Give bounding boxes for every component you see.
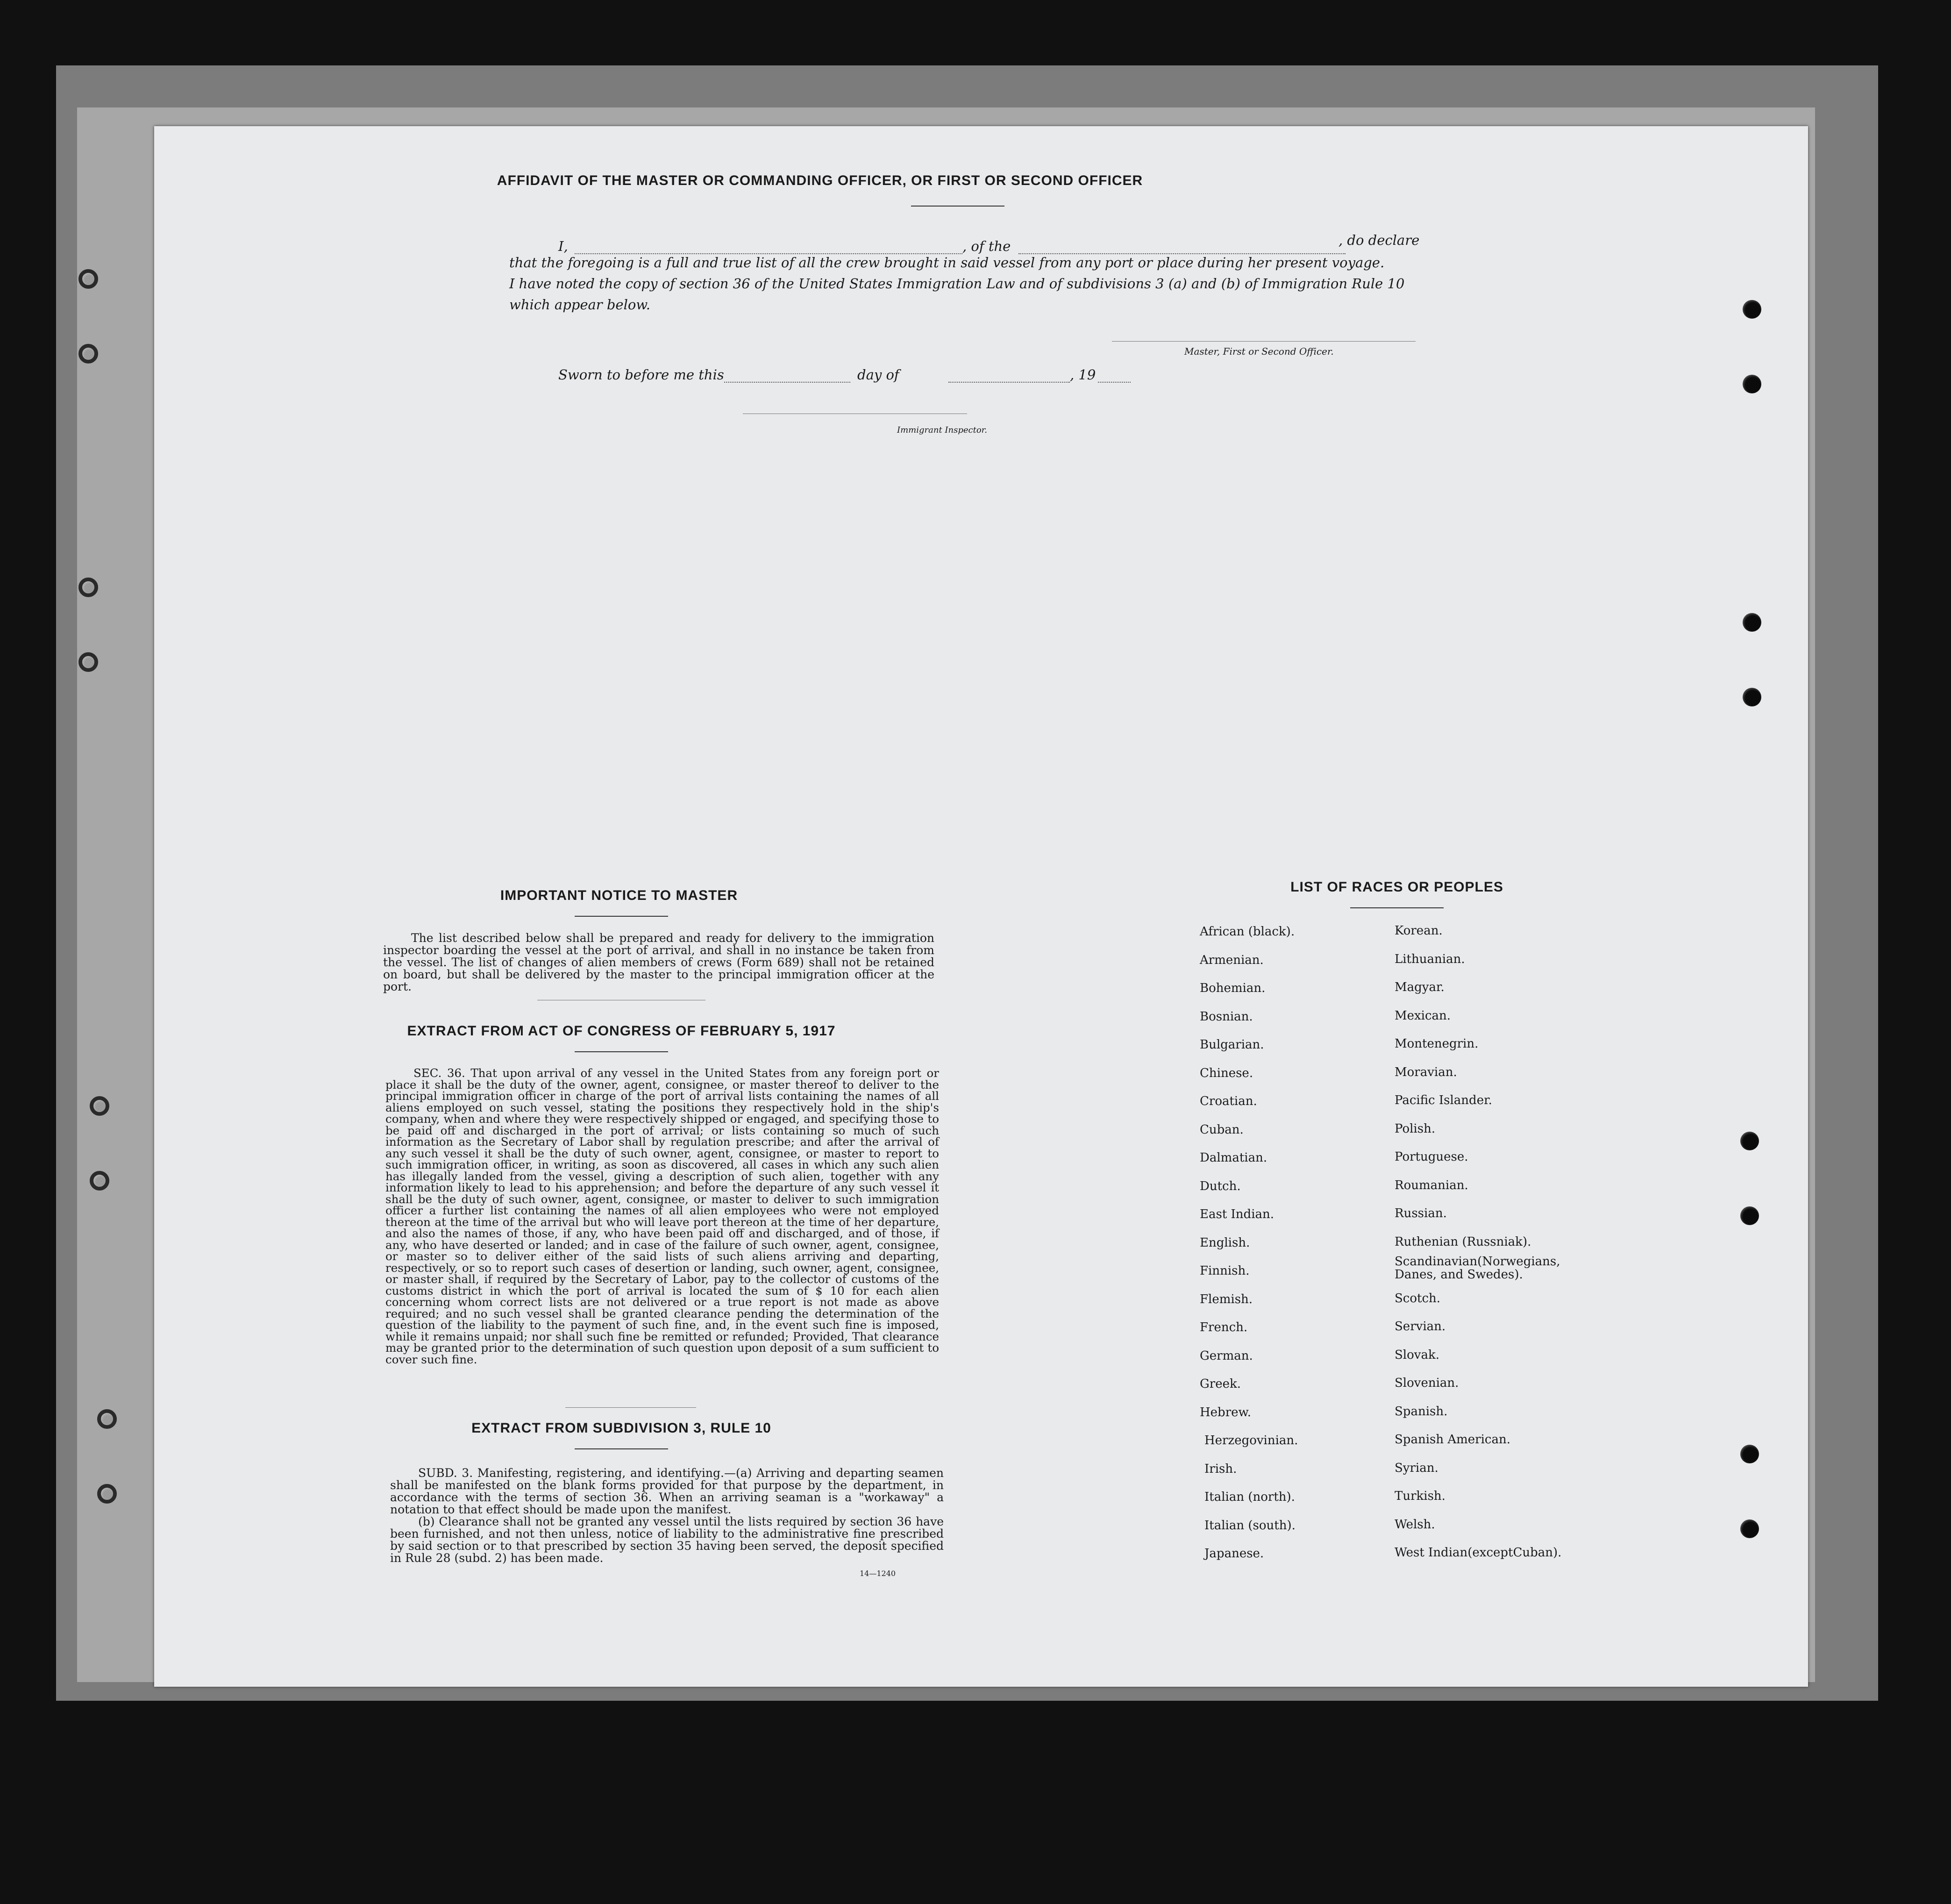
race-item: Dalmatian. [1200,1151,1267,1165]
day-field[interactable] [724,381,850,383]
race-item: Servian. [1395,1319,1446,1334]
race-item: Bohemian. [1200,981,1266,995]
act-rule [575,1051,668,1052]
race-item: Moravian. [1395,1065,1457,1079]
punch-hole-icon [1740,1519,1759,1538]
race-item: Korean. [1395,924,1443,938]
race-item: Pacific Islander. [1395,1093,1492,1107]
race-item: German. [1200,1348,1253,1363]
rule-extract-title: EXTRACT FROM SUBDIVISION 3, RULE 10 [471,1420,771,1436]
race-item: Irish. [1204,1462,1237,1476]
act-extract-title: EXTRACT FROM ACT OF CONGRESS OF FEBRUARY 5, 1917 [407,1023,836,1039]
race-item: Greek. [1200,1377,1241,1391]
race-item: Mexican. [1395,1008,1451,1023]
rule-paragraph-a: SUBD. 3. Manifesting, registering, and identifying.—(a) Arriving and departing seamen shall be manifested on the blank forms provided for that purpose by the department, in accordance with the terms of section 36. When an arriving seaman is a "workaway" a notation to that effect should be made upon the manifest. [390,1466,944,1516]
notice-title: IMPORTANT NOTICE TO MASTER [500,888,738,903]
race-item: Syrian. [1395,1461,1438,1475]
section-divider-2 [565,1407,696,1408]
rule-extract-text [390,1467,944,1564]
notice-text [383,932,934,993]
race-item: Spanish American. [1395,1433,1511,1447]
punch-hole-icon [1740,1445,1759,1463]
punch-hole-icon [1743,688,1761,706]
race-item: Cuban. [1200,1122,1244,1137]
race-item: Dutch. [1200,1179,1241,1193]
master-caption: Master, First or Second Officer. [1184,346,1334,357]
race-item: Slovenian. [1395,1376,1459,1390]
binder-hole-icon [90,1096,109,1116]
form-number: 14—1240 [860,1569,896,1578]
race-item: Bulgarian. [1200,1038,1264,1052]
races-rule [1350,907,1444,908]
year-label: , 19 [1070,367,1096,383]
race-item: Russian. [1395,1206,1447,1220]
punch-hole-icon [1743,613,1761,632]
rule-paragraph-b: (b) Clearance shall not be granted any vessel until the lists required by section 36 have been furnished, and not then unless, notice of liability to the administrative fine prescribed by said section or to that prescribed by section 35 having been served, the deposit specified in Rule 28 (subd. 2) has been made. [390,1515,944,1565]
race-item: Italian (south). [1204,1518,1296,1533]
binder-hole-icon [78,344,98,364]
race-item: French. [1200,1320,1248,1334]
month-field[interactable] [948,381,1070,383]
race-item: Magyar. [1395,980,1445,994]
binder-hole-icon [97,1409,117,1429]
race-item: Hebrew. [1200,1405,1251,1419]
race-item: Herzegovinian. [1204,1433,1298,1448]
inspector-caption: Immigrant Inspector. [897,425,988,435]
punch-hole-icon [1743,300,1761,319]
race-item: Japanese. [1204,1547,1264,1561]
binder-hole-icon [78,269,98,289]
binder-hole-icon [90,1171,109,1191]
race-item: East Indian. [1200,1207,1275,1221]
race-item: Spanish. [1395,1404,1448,1419]
title-rule [911,206,1004,207]
race-item: Bosnian. [1200,1009,1253,1024]
race-item: Turkish. [1395,1489,1445,1503]
punch-hole-icon [1740,1206,1759,1225]
year-field[interactable] [1098,381,1131,383]
do-declare-label: , do declare [1339,232,1420,248]
race-item: Portuguese. [1395,1150,1468,1164]
race-item: Ruthenian (Russniak). [1395,1234,1531,1249]
day-of-label: day of [857,367,899,383]
race-item: Flemish. [1200,1292,1253,1306]
binder-hole-icon [78,652,98,672]
binder-hole-icon [78,578,98,597]
race-item: Lithuanian. [1395,952,1465,966]
race-item: African (black). [1200,925,1295,939]
race-item: Italian (north). [1204,1490,1295,1504]
affidavit-body-line1: that the foregoing is a full and true list of all the crew brought in said vessel from any port or place during her present voyage. [509,255,1385,271]
race-item: Croatian. [1200,1094,1257,1108]
affidavit-body-line3: which appear below. [509,297,650,313]
sworn-label: Sworn to before me this [558,367,724,383]
signature-line[interactable] [1112,341,1416,342]
race-item: Welsh. [1395,1517,1435,1532]
binder-hole-icon [97,1484,117,1504]
race-item: Scotch. [1395,1291,1441,1305]
affidavit-sheet [154,126,1808,1687]
race-item: Slovak. [1395,1348,1439,1362]
punch-hole-icon [1743,375,1761,393]
affidavit-title: AFFIDAVIT OF THE MASTER OR COMMANDING OFFICER, OR FIRST OR SECOND OFFICER [497,173,1143,188]
of-the-label: , of the [962,238,1011,254]
act-paragraph: SEC. 36. That upon arrival of any vessel in the United States from any foreign port or place it shall be the duty of the owner, agent, consignee, or master thereof to deliver to the principal immigration officer in charge of the port of arrival lists containing the names of all aliens employed on such vessel, stating the positions they respectively hold in the ship's company, when and where they were respectively shipped or engaged, and specifying those to be paid off and discharged in the port of arrival; or lists containing so much of such information as the Secretary of Labor shall by regulation prescribe; and after the arrival of any such vessel it shall be the duty of such owner, agent, consignee, or master to report to such immigration officer, in writing, as soon as discovered, all cases in which any such alien has illegally landed from the vessel, giving a description of such alien, together with any information likely to lead to his apprehension; and before the departure of any such vessel it shall be the duty of such owner, agent, consignee, or master to deliver to such immigration officer a further list containing the names of all alien employees who were not employed thereon at the time of the arrival but who will leave port thereon at the time of her departure, and also the names of those, if any, who have been paid off and discharged, and of those, if any, who have deserted or landed; and in case of the failure of such owner, agent, consignee, or master so to deliver either of the said lists of such aliens arriving and departing, respectively, or so to report such cases of desertion or landing, such owner, agent, consignee, or master shall, if required by the Secretary of Labor, pay to the collector of customs of the customs district in which the port of arrival is located the sum of $ 10 for each alien concerning whom correct lists are not delivered or a true report is not made as above required; and no such vessel shall be granted clearance pending the determination of the question of the liability to the payment of such fine, and, in the event such fine is imposed, while it remains unpaid; nor shall such fine be remitted or refunded; Provided, That clearance may be granted prior to the determination of such question upon deposit of a sum sufficient to cover such fine. [385,1066,939,1366]
race-item: West Indian(exceptCuban). [1395,1546,1562,1560]
race-item: Chinese. [1200,1066,1253,1080]
race-item: English. [1200,1235,1250,1250]
race-item: Scandinavian(Norwegians, Danes, and Swedes). [1395,1255,1560,1282]
races-title: LIST OF RACES OR PEOPLES [1290,879,1503,895]
race-item: Montenegrin. [1395,1037,1479,1051]
notice-paragraph: The list described below shall be prepared and ready for delivery to the immigration inspector boarding the vessel at the port of arrival, and shall in no instance be taken from the vessel. The list of changes of alien members of crews (Form 689) shall not be retained on board, but shall be delivered by the master to the principal immigration officer at the port. [383,931,934,993]
race-item: Polish. [1395,1121,1436,1136]
race-item: Roumanian. [1395,1178,1468,1192]
affidavit-body-line2: I have noted the copy of section 36 of the United States Immigration Law and of subdivisions 3 (a) and (b) of Immigration Rule 10 [509,276,1405,292]
rule-rule [575,1448,668,1449]
punch-hole-icon [1740,1132,1759,1150]
notice-rule [575,916,668,917]
affidavit-i-label: I, [558,238,568,254]
race-item: Armenian. [1200,953,1264,967]
act-extract-text [385,1068,939,1365]
race-item: Finnish. [1200,1264,1250,1278]
